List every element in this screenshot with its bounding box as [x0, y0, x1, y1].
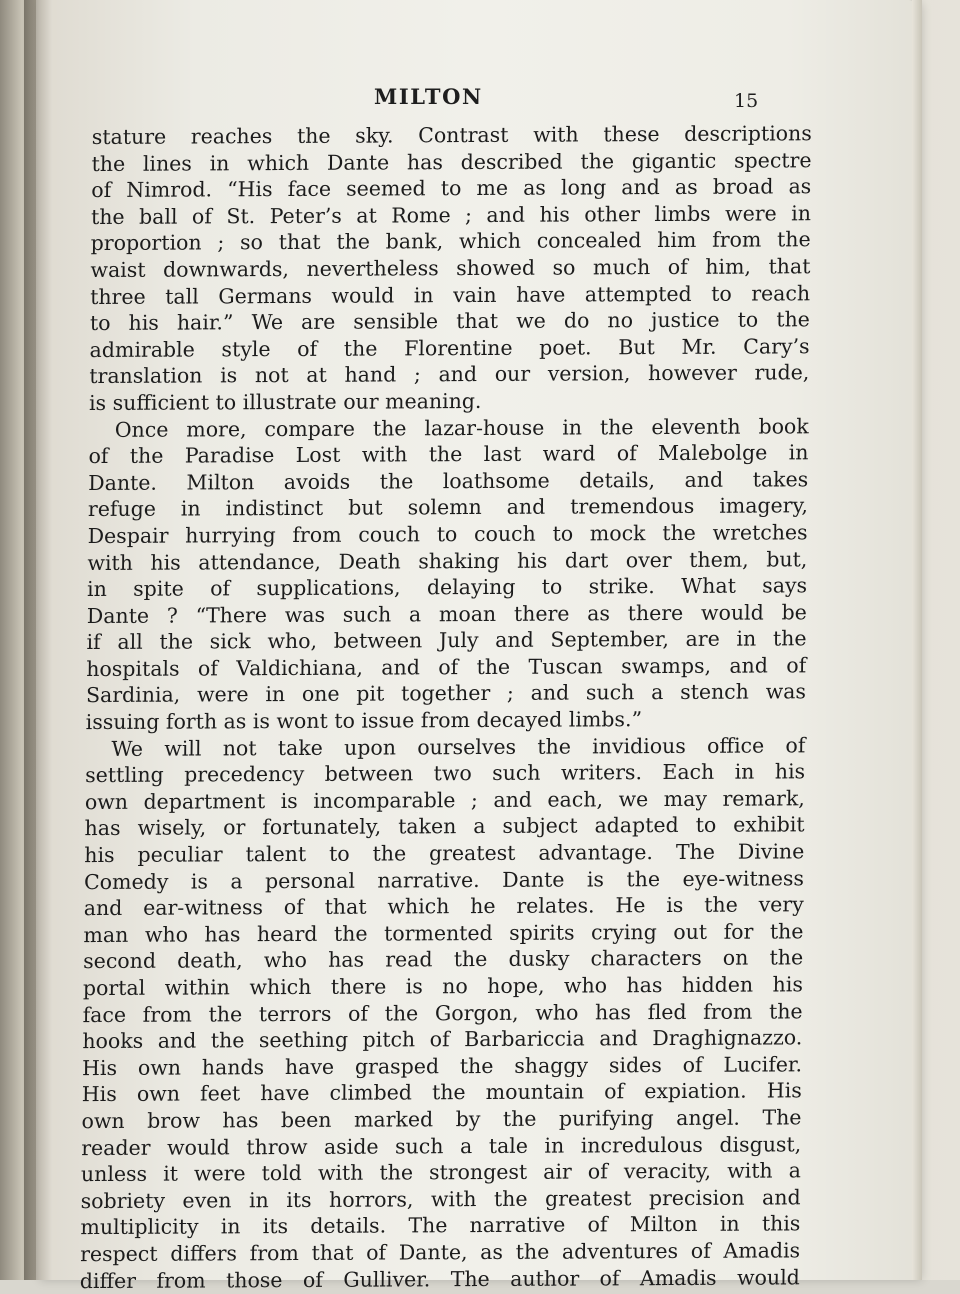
text-line: in spite of supplications, delaying to strike. What says [87, 573, 808, 602]
text-line: multiplicity in its details. The narrative of Milton in this [80, 1211, 801, 1240]
text-line: reader would throw aside such a tale in incredulous disgust, [81, 1131, 802, 1160]
text-line: Sardinia, were in one pit together ; and such a stench was [85, 679, 807, 708]
text-line: refuge in indistinct but solemn and tremendous imagery, [87, 493, 809, 522]
text-line: Dante. Milton avoids the loathsome details, and takes [88, 466, 809, 495]
text-line: His own hands have grasped the shaggy sides of Lucifer. [81, 1052, 803, 1080]
text-line: and ear-witness of that which he relates. He is the very [83, 892, 804, 921]
text-line: is sufficient to illustrate our meaning. [88, 388, 482, 415]
text-line: face from the terrors of the Gorgon, who has fled from the [82, 998, 803, 1027]
text-line: man who has heard the tormented spirits crying out for the [83, 919, 804, 947]
text-line: admirable style of the Florentine poet. But Mr. Cary’s [89, 334, 810, 362]
text-line: hooks and the seething pitch of Barbariccia and Draghignazzo. [82, 1025, 803, 1054]
text-line: settling precedency between two such writers. Each in his [85, 759, 806, 788]
text-line: own department is incomparable ; and each, we may remark, [84, 786, 805, 814]
body-text [80, 120, 812, 1294]
text-line: translation is not at hand ; and our version, however rude, [89, 360, 810, 389]
text-line: if all the sick who, between July and September, are in the [86, 626, 807, 655]
text-line: the ball of St. Peter’s at Rome ; and his other limbs were in [90, 201, 812, 229]
page-header [0, 84, 960, 124]
text-line: We will not take upon ourselves the invidious office of [111, 732, 806, 761]
text-line: unless it were told with the strongest air of veracity, with a [80, 1158, 802, 1187]
text-line: has wisely, or fortunately, taken a subject adapted to exhibit [84, 812, 805, 841]
text-line: Once more, compare the lazar-house in the eleventh book [114, 413, 809, 442]
text-line: His own feet have climbed the mountain of expiation. His [81, 1078, 802, 1107]
text-line: hospitals of Valdichiana, and of the Tuscan swamps, and of [86, 653, 807, 681]
text-line: three tall Germans would in vain have attempted to reach [90, 280, 811, 309]
text-line: sobriety even in its horrors, with the greatest precision and [80, 1185, 801, 1213]
text-line: proportion ; so that the bank, which concealed him from the [90, 227, 811, 256]
text-line: of the Paradise Lost with the last ward of Malebolge in [88, 440, 809, 469]
text-line: Comedy is a personal narrative. Dante is the eye-witness [83, 865, 805, 894]
page-number: 15 [734, 90, 759, 112]
text-line: portal within which there is no hope, who has hidden his [82, 972, 804, 1001]
text-line: Despair hurrying from couch to couch to mock the wretches [87, 520, 808, 548]
text-line: stature reaches the sky. Contrast with these descriptions [91, 121, 812, 150]
text-line: issuing forth as is wont to issue from decayed limbs.” [85, 707, 643, 735]
text-line: with his attendance, Death shaking his dart over them, but, [87, 546, 808, 575]
text-line: the lines in which Dante has described the gigantic spectre [91, 147, 812, 176]
text-line: differ from those of Gulliver. The author of Amadis would [79, 1264, 800, 1293]
page-outer-edge [912, 0, 922, 1280]
text-line: his peculiar talent to the greatest advantage. The Divine [84, 839, 805, 868]
text-line: own brow has been marked by the purifying angel. The [81, 1105, 802, 1134]
book-gutter-shadow [24, 0, 52, 1280]
running-title: MILTON [374, 84, 483, 109]
text-line: waist downwards, nevertheless showed so much of him, that [90, 254, 811, 282]
text-line: second death, who has read the dusky characters on the [83, 945, 804, 974]
text-line: respect differs from that of Dante, as the adventures of Amadis [80, 1238, 801, 1267]
text-line: to his hair.” We are sensible that we do no justice to the [89, 307, 811, 336]
text-line: of Nimrod. “His face seemed to me as long and as broad as [91, 174, 812, 203]
text-line: Dante ? “There was such a moan there as there would be [86, 599, 807, 628]
